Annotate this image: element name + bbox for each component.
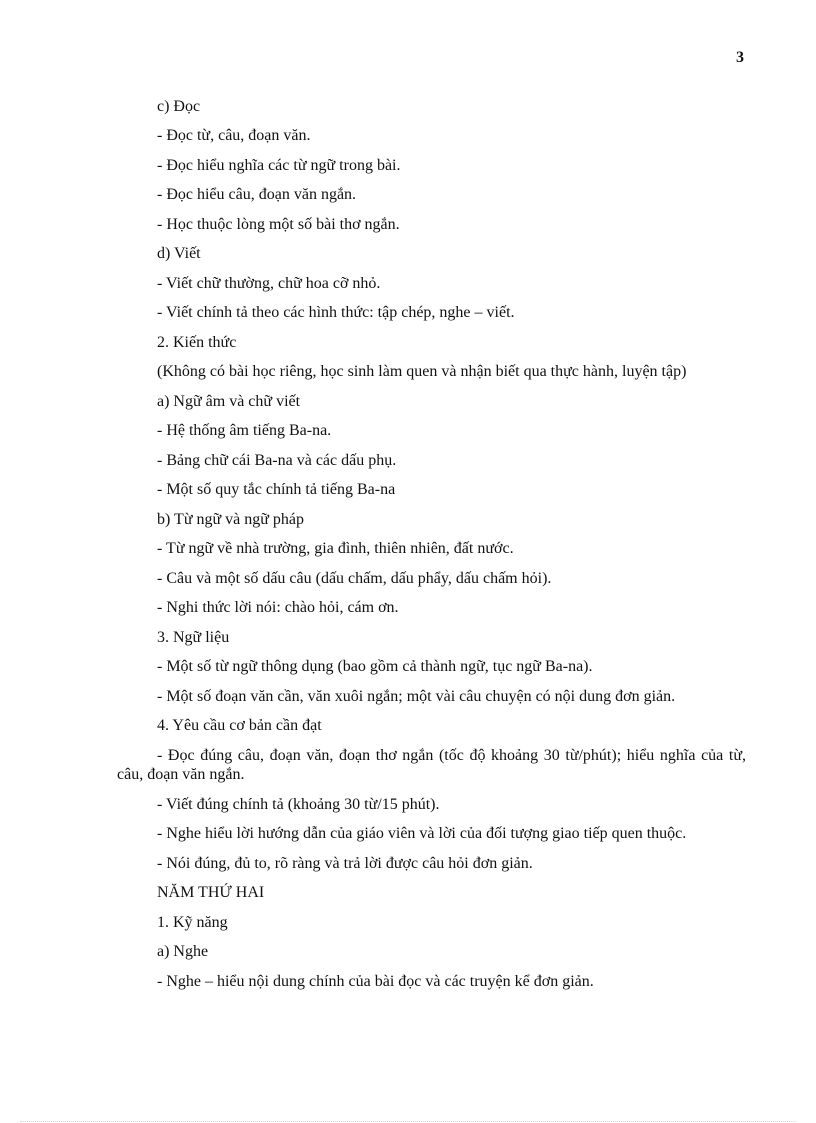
list-item: - Một số đoạn văn cần, văn xuôi ngắn; một vài câu chuyện có nội dung đơn giản. <box>157 687 676 705</box>
section-note: (Không có bài học riêng, học sinh làm quen và nhận biết qua thực hành, luyện tập) <box>157 363 687 381</box>
subheading-viet: d) Viết <box>157 245 201 263</box>
subheading-tu-ngu: b) Từ ngữ và ngữ pháp <box>157 510 305 528</box>
list-item: - Đọc từ, câu, đoạn văn. <box>157 127 311 145</box>
page-bottom-edge <box>20 1121 796 1122</box>
list-item: - Bảng chữ cái Ba-na và các dấu phụ. <box>157 451 397 469</box>
list-item: - Nghe hiểu lời hướng dẫn của giáo viên và lời của đối tượng giao tiếp quen thuộc. <box>157 825 687 843</box>
list-item: - Viết chữ thường, chữ hoa cỡ nhỏ. <box>157 274 381 292</box>
list-item: - Đọc hiểu câu, đoạn văn ngắn. <box>157 186 357 204</box>
list-item: - Từ ngữ về nhà trường, gia đình, thiên nhiên, đất nước. <box>157 540 514 558</box>
subheading-doc: c) Đọc <box>157 98 201 115</box>
document-body <box>117 97 746 1001</box>
section-heading-ngu-lieu: 3. Ngữ liệu <box>157 628 230 646</box>
subheading-ngu-am: a) Ngữ âm và chữ viết <box>157 392 301 410</box>
list-item: - Nghi thức lời nói: chào hỏi, cám ơn. <box>157 599 399 617</box>
list-item: - Viết chính tả theo các hình thức: tập chép, nghe – viết. <box>157 304 515 322</box>
list-item: - Đọc hiểu nghĩa các từ ngữ trong bài. <box>157 156 401 174</box>
list-item: - Học thuộc lòng một số bài thơ ngắn. <box>157 215 400 233</box>
section-heading-yeu-cau: 4. Yêu cầu cơ bản cần đạt <box>157 717 322 735</box>
list-item: - Viết đúng chính tả (khoảng 30 từ/15 phút). <box>157 795 440 813</box>
list-item: - Câu và một số dấu câu (dấu chấm, dấu phẩy, dấu chấm hỏi). <box>157 569 552 587</box>
section-heading-nam-thu-hai: NĂM THỨ HAI <box>157 884 265 902</box>
list-item: - Hệ thống âm tiếng Ba-na. <box>157 422 332 440</box>
section-heading-ky-nang: 1. Kỹ năng <box>157 913 228 931</box>
page-number: 3 <box>736 49 744 66</box>
list-item: - Một số quy tắc chính tả tiếng Ba-na <box>157 481 396 499</box>
list-item: - Đọc đúng câu, đoạn văn, đoạn thơ ngắn (tốc độ khoảng 30 từ/phút); hiểu nghĩa của từ, câu, đoạn văn ngắn. <box>117 746 746 784</box>
section-heading-kien-thuc: 2. Kiến thức <box>157 333 237 351</box>
list-item: - Một số từ ngữ thông dụng (bao gồm cả thành ngữ, tục ngữ Ba-na). <box>157 658 593 676</box>
list-item: - Nói đúng, đủ to, rõ ràng và trả lời được câu hỏi đơn giản. <box>157 854 533 872</box>
list-item: - Nghe – hiểu nội dung chính của bài đọc và các truyện kể đơn giản. <box>157 972 594 990</box>
subheading-nghe: a) Nghe <box>157 943 209 961</box>
